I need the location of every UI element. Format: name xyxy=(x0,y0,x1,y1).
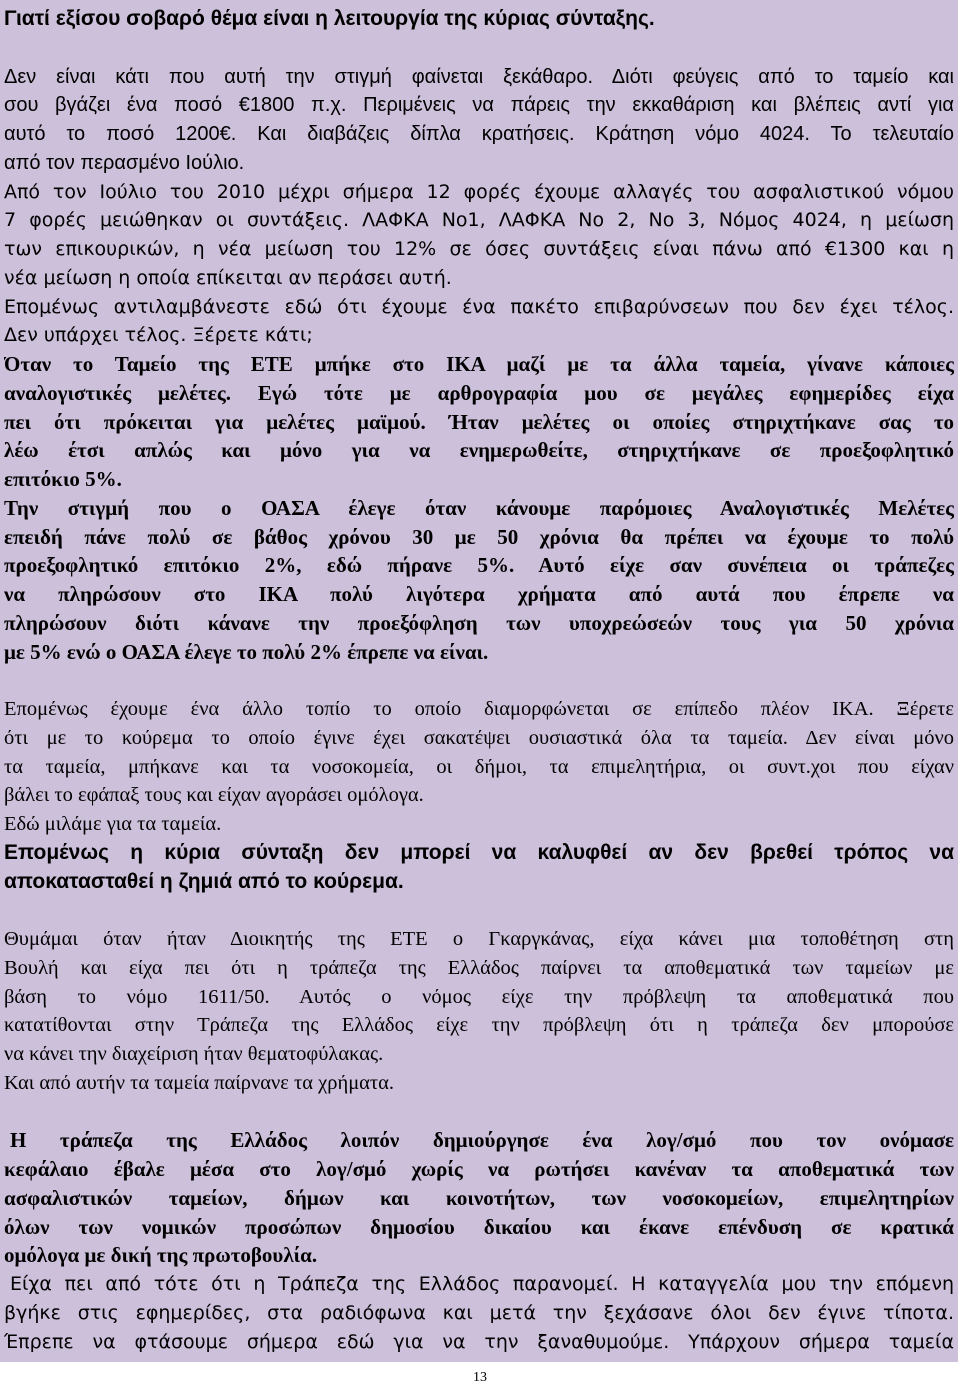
text-line: Η τράπεζα της Ελλάδος λοιπόν δημιούργησε ένα λογ/σμό που τον ονόμασε xyxy=(10,1128,954,1153)
text-line: βγήκε στις εφημερίδες, στα ραδιόφωνα και μετά την ξεχάσανε όλοι δεν έγινε τίποτα. xyxy=(4,1301,954,1324)
text-line: Είχα πει από τότε ότι η Τράπεζα της Ελλάδος παρανομεί. Η καταγγελία μου την επόμενη xyxy=(10,1273,954,1295)
text-line: νέα μείωση η οποία επίκειται αν περάσει αυτή. xyxy=(4,266,452,289)
paragraph xyxy=(4,63,954,178)
text-line: επιτόκιο 5%. xyxy=(4,467,122,491)
spacer xyxy=(4,896,954,925)
text-line: ομόλογα με δική της πρωτοβουλία. xyxy=(4,1243,318,1268)
text-line: ότι με το κούρεμα το οποίο έγινε έχει σακατέψει ουσιαστικά όλα τα ταμεία. Δεν είναι μόνο xyxy=(4,726,954,749)
text-line: σου βγάζει ένα ποσό €1800 π.χ. Περιμένεις να πάρεις την εκκαθάριση και βλέπεις αντί για xyxy=(4,94,954,117)
paragraph-bold xyxy=(4,1126,954,1270)
text-line: Επομένως αντιλαμβάνεστε εδώ ότι έχουμε ένα πακέτο επιβαρύνσεων που δεν έχει τέλος. xyxy=(4,295,954,318)
text-line: 7 φορές μειώθηκαν οι συντάξεις. ΛΑΦΚΑ Νο1, ΛΑΦΚΑ Νο 2, Νο 3, Νόμος 4024, η μείωση xyxy=(4,209,954,232)
text-line: Δεν είναι κάτι που αυτή την στιγμή φαίνεται ξεκάθαρο. Διότι φεύγεις από το ταμείο και xyxy=(4,65,954,88)
paragraph xyxy=(4,695,954,810)
paragraph-bold xyxy=(4,350,954,494)
text-line: βάση το νόμο 1611/50. Αυτός ο νόμος είχε την πρόβλεψη τα αποθεματικά που xyxy=(4,985,954,1008)
text-line: αποκατασταθεί η ζημιά από το κούρεμα. xyxy=(4,869,404,893)
paragraph xyxy=(4,293,954,351)
text-line: Όταν το Ταμείο της ΕΤΕ μπήκε στο ΙΚΑ μαζί με τα άλλα ταμεία, γίνανε κάποιες xyxy=(4,352,954,376)
spacer xyxy=(4,34,954,63)
page-heading: Γιατί εξίσου σοβαρό θέμα είναι η λειτουργία της κύριας σύνταξης. xyxy=(4,7,655,30)
paragraph xyxy=(4,810,954,839)
paragraph xyxy=(4,178,954,293)
text-line: Εδώ μιλάμε για τα ταμεία. xyxy=(4,813,222,835)
text-line: κατατίθονται στην Τράπεζα της Ελλάδος είχε την πρόβλεψη ότι η τράπεζα δεν μπορούσε xyxy=(4,1014,954,1037)
text-line: από τον περασμένο Ιούλιο. xyxy=(4,151,245,174)
text-line: βάλει το εφάπαξ τους και είχαν αγοράσει ομόλογα. xyxy=(4,784,424,807)
paragraph xyxy=(4,925,954,1069)
text-line: Δεν υπάρχει τέλος. Ξέρετε κάτι; xyxy=(4,324,313,347)
page-number: 13 xyxy=(473,1370,487,1385)
paragraph xyxy=(4,1069,954,1098)
text-line: ασφαλιστικών ταμείων, δήμων και κοινοτήτων, των νοσοκομείων, επιμελητηρίων xyxy=(4,1185,954,1210)
text-line: λέω έτσι απλώς και μόνο για να ενημερωθείτε, στηριχτήκανε σε προεξοφλητικό xyxy=(4,438,954,463)
text-line: Επομένως η κύρια σύνταξη δεν μπορεί να καλυφθεί αν δεν βρεθεί τρόπος να xyxy=(4,840,954,864)
text-line: πει ότι πρόκειται για μελέτες μαϊμού. Ήταν μελέτες οι οποίες στηριχτήκανε σας το xyxy=(4,409,954,434)
text-line: προεξοφλητικό επιτόκιο 2%, εδώ πήρανε 5%. Αυτό είχε σαν συνέπεια οι τράπεζες xyxy=(4,553,954,578)
text-line: Και από αυτήν τα ταμεία παίρνανε τα χρήματα. xyxy=(4,1071,395,1094)
text-line: αυτό το ποσό 1200€. Και διαβάζεις δίπλα κρατήσεις. Κράτηση νόμο 4024. Το τελευταίο xyxy=(4,123,954,145)
paragraph xyxy=(4,1270,954,1356)
text-line: τα ταμεία, μπήκανε και τα νοσοκομεία, οι δήμοι, τα επιμελητήρια, οι συντ.χοι που είχαν xyxy=(4,755,954,778)
text-line: να πληρώσουν στο ΙΚΑ πολύ λιγότερα χρήματα από αυτά που έπρεπε να xyxy=(4,582,954,606)
text-line: κεφάλαιο έβαλε μέσα στο λογ/σμό χωρίς να ρωτήσει κανέναν τα αποθεματικά των xyxy=(4,1157,954,1181)
spacer xyxy=(4,1098,954,1127)
text-line: όλων των νομικών προσώπων δημοσίου δικαίου και έκανε επένδυση σε κρατικά xyxy=(4,1214,954,1239)
text-line: Βουλή και είχα πει ότι η τράπεζα της Ελλάδος παίρνει τα αποθεματικά των ταμείων με xyxy=(4,956,954,979)
text-line: Από τον Ιούλιο του 2010 μέχρι σήμερα 12 φορές έχουμε αλλαγές του ασφαλιστικού νόμου xyxy=(4,180,954,203)
spacer xyxy=(4,666,954,695)
text-line: αναλογιστικές μελέτες. Εγώ τότε με αρθρογραφία μου σε μεγάλες εφημερίδες είχα xyxy=(4,380,954,405)
text-line: Θυμάμαι όταν ήταν Διοικητής της ΕΤΕ ο Γκαργκάνας, είχα κάνει μια τοποθέτηση στη xyxy=(4,928,954,950)
text-line: πληρώσουν διότι κάνανε την προεξόφληση των υποχρεώσεών τους για 50 χρόνια xyxy=(4,610,954,635)
text-line: επειδή πάνε πολύ σε βάθος χρόνου 30 με 50 χρόνια θα πρέπει να έχουμε το πολύ xyxy=(4,524,954,549)
text-line: Έπρεπε να φτάσουμε σήμερα εδώ για να την ξαναθυμούμε. Υπάρχουν σήμερα ταμεία xyxy=(4,1330,954,1353)
text-line: να κάνει την διαχείριση ήταν θεματοφύλακας. xyxy=(4,1043,384,1065)
text-line: Επομένως έχουμε ένα άλλο τοπίο το οποίο διαμορφώνεται σε επίπεδο πλέον ΙΚΑ. Ξέρετε xyxy=(4,698,954,720)
paragraph-bold xyxy=(4,494,954,667)
text-line: Την στιγμή που ο ΟΑΣΑ έλεγε όταν κάνουμε παρόμοιες Αναλογιστικές Μελέτες xyxy=(4,495,954,520)
text-line: των επικουρικών, η νέα μείωση του 12% σε όσες συντάξεις είναι πάνω από €1300 και η xyxy=(4,238,954,260)
text-line: με 5% ενώ ο ΟΑΣΑ έλεγε το πολύ 2% έπρεπε να είναι. xyxy=(4,639,489,664)
paragraph-bold xyxy=(4,839,954,897)
